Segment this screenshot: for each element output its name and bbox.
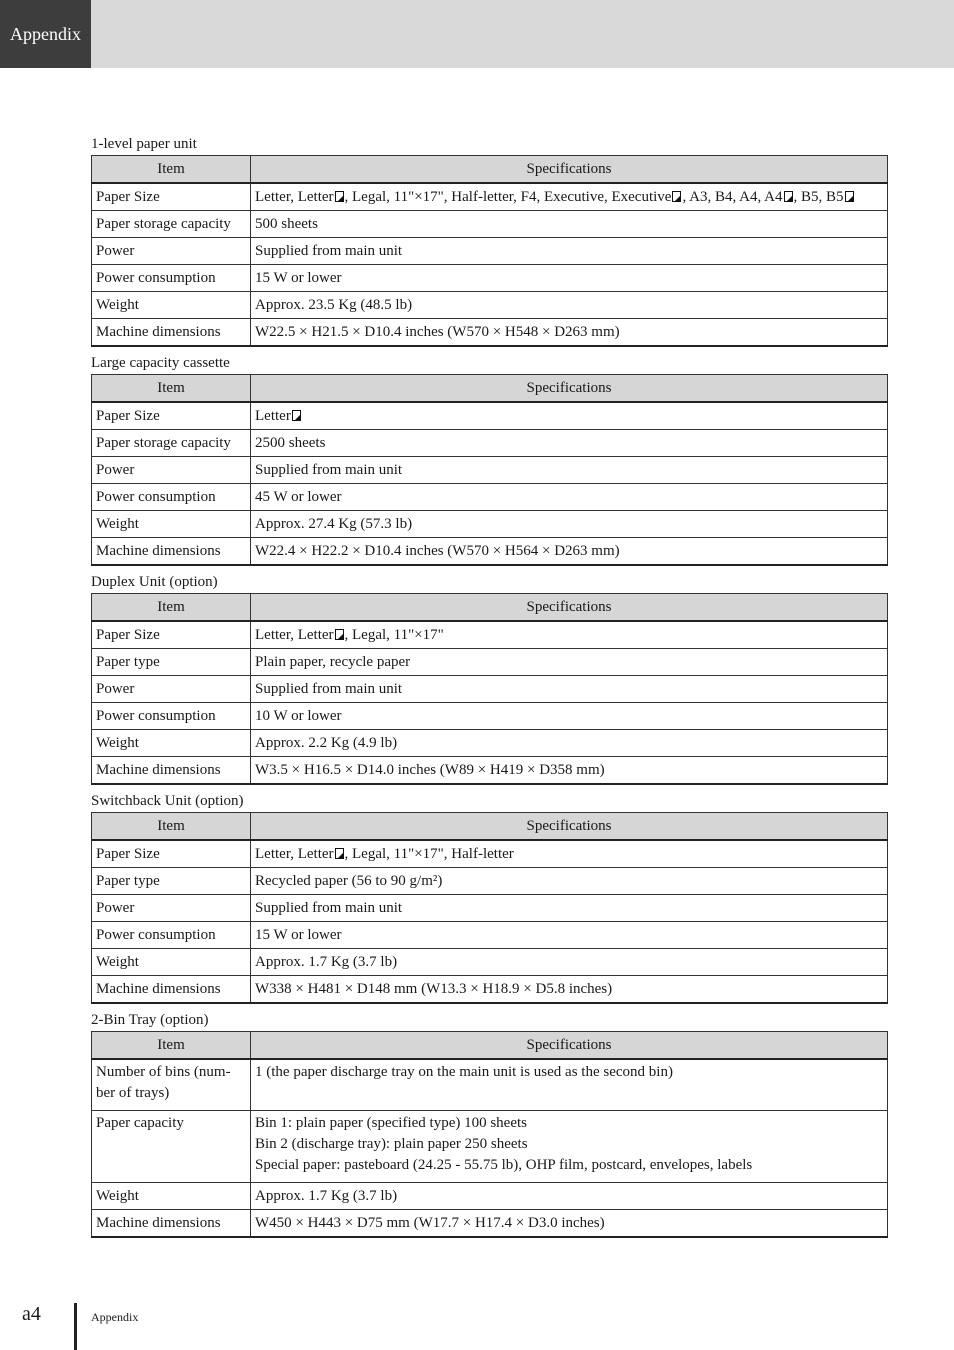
footer-section-label: Appendix xyxy=(91,1310,139,1324)
table-row xyxy=(92,402,888,430)
page-number: a4 xyxy=(22,1303,41,1325)
table-row xyxy=(92,319,888,347)
item-cell: Paper Size xyxy=(92,621,251,649)
table-row xyxy=(92,457,888,484)
item-cell: Paper type xyxy=(92,649,251,676)
specification-cell: Approx. 2.2 Kg (4.9 lb) xyxy=(251,730,888,757)
item-cell: Paper type xyxy=(92,868,251,895)
specification-cell: Recycled paper (56 to 90 g/m²) xyxy=(251,868,888,895)
table-row xyxy=(92,1210,888,1238)
specification-cell: 10 W or lower xyxy=(251,703,888,730)
table-row xyxy=(92,265,888,292)
paper-rotated-icon xyxy=(784,191,793,202)
item-cell: Paper Size xyxy=(92,402,251,430)
specification-cell: W22.4 × H22.2 × D10.4 inches (W570 × H564 × D263 mm) xyxy=(251,538,888,566)
table-row xyxy=(92,976,888,1004)
item-cell: Weight xyxy=(92,292,251,319)
table-row xyxy=(92,757,888,785)
paper-rotated-icon xyxy=(292,410,301,421)
table-row xyxy=(92,1111,888,1183)
paper-rotated-icon xyxy=(335,629,344,640)
specification-cell: Supplied from main unit xyxy=(251,238,888,265)
paper-rotated-icon xyxy=(335,848,344,859)
section-title: Switchback Unit (option) xyxy=(91,793,244,809)
specification-cell: Approx. 27.4 Kg (57.3 lb) xyxy=(251,511,888,538)
spec-table xyxy=(91,812,888,1004)
column-header-specifications: Specifications xyxy=(251,813,888,841)
item-cell: Power xyxy=(92,676,251,703)
table-header-row xyxy=(92,1032,888,1060)
specification-cell: W3.5 × H16.5 × D14.0 inches (W89 × H419 × D358 mm) xyxy=(251,757,888,785)
specification-cell: W338 × H481 × D148 mm (W13.3 × H18.9 × D5.8 inches) xyxy=(251,976,888,1004)
item-cell: Machine dimensions xyxy=(92,1210,251,1238)
specification-cell: 2500 sheets xyxy=(251,430,888,457)
specification-cell: Letter, Letter , Legal, 11"×17", Half-letter, F4, Executive, Executive , A3, B4, A4, A4 , B5, B5 xyxy=(251,183,888,211)
spec-table xyxy=(91,593,888,785)
spec-sections xyxy=(91,133,887,1243)
column-header-specifications: Specifications xyxy=(251,156,888,184)
column-header-item: Item xyxy=(92,375,251,403)
section-title: 2-Bin Tray (option) xyxy=(91,1012,209,1028)
item-cell: Power consumption xyxy=(92,703,251,730)
paper-rotated-icon xyxy=(335,191,344,202)
spec-table xyxy=(91,1031,888,1238)
footer-divider xyxy=(74,1303,77,1350)
specification-cell: Supplied from main unit xyxy=(251,676,888,703)
item-cell: Weight xyxy=(92,730,251,757)
table-row xyxy=(92,949,888,976)
specification-cell: Letter xyxy=(251,402,888,430)
table-row xyxy=(92,238,888,265)
item-cell: Number of bins (num- ber of trays) xyxy=(92,1059,251,1111)
item-cell: Paper capacity xyxy=(92,1111,251,1183)
specification-cell: Approx. 23.5 Kg (48.5 lb) xyxy=(251,292,888,319)
section-title: Large capacity cassette xyxy=(91,355,230,371)
specification-cell: Plain paper, recycle paper xyxy=(251,649,888,676)
header-section-tab: Appendix xyxy=(0,0,91,68)
table-row xyxy=(92,621,888,649)
table-row xyxy=(92,183,888,211)
table-row xyxy=(92,676,888,703)
item-cell: Power xyxy=(92,238,251,265)
column-header-item: Item xyxy=(92,1032,251,1060)
table-row xyxy=(92,730,888,757)
item-cell: Power xyxy=(92,457,251,484)
table-row xyxy=(92,922,888,949)
item-cell: Weight xyxy=(92,1183,251,1210)
item-cell: Machine dimensions xyxy=(92,538,251,566)
table-row xyxy=(92,211,888,238)
column-header-item: Item xyxy=(92,813,251,841)
item-cell: Paper storage capacity xyxy=(92,430,251,457)
spec-section xyxy=(91,1009,887,1238)
table-header-row xyxy=(92,375,888,403)
item-cell: Machine dimensions xyxy=(92,757,251,785)
table-row xyxy=(92,840,888,868)
spec-table xyxy=(91,374,888,566)
specification-cell: 15 W or lower xyxy=(251,922,888,949)
table-header-row xyxy=(92,813,888,841)
paper-rotated-icon xyxy=(672,191,681,202)
table-row xyxy=(92,703,888,730)
item-cell: Weight xyxy=(92,511,251,538)
column-header-item: Item xyxy=(92,594,251,622)
spec-table xyxy=(91,155,888,347)
specification-cell: Supplied from main unit xyxy=(251,457,888,484)
paper-rotated-icon xyxy=(845,191,854,202)
specification-cell: Bin 1: plain paper (specified type) 100 sheets Bin 2 (discharge tray): plain paper 250 sheets Special paper: pasteboard (24.25 - 55.75 lb), OHP film, postcard, envelopes, labels xyxy=(251,1111,888,1183)
specification-cell: Approx. 1.7 Kg (3.7 lb) xyxy=(251,949,888,976)
item-cell: Power consumption xyxy=(92,922,251,949)
item-cell: Power consumption xyxy=(92,265,251,292)
table-row xyxy=(92,430,888,457)
spec-section xyxy=(91,571,887,785)
table-row xyxy=(92,538,888,566)
specification-cell: W22.5 × H21.5 × D10.4 inches (W570 × H548 × D263 mm) xyxy=(251,319,888,347)
item-cell: Paper storage capacity xyxy=(92,211,251,238)
table-header-row xyxy=(92,156,888,184)
specification-cell: 45 W or lower xyxy=(251,484,888,511)
column-header-specifications: Specifications xyxy=(251,594,888,622)
item-cell: Paper Size xyxy=(92,183,251,211)
specification-cell: 1 (the paper discharge tray on the main unit is used as the second bin) xyxy=(251,1059,888,1111)
specification-cell: Letter, Letter , Legal, 11"×17" xyxy=(251,621,888,649)
table-row xyxy=(92,1183,888,1210)
specification-cell: Letter, Letter , Legal, 11"×17", Half-letter xyxy=(251,840,888,868)
specification-cell: Supplied from main unit xyxy=(251,895,888,922)
table-row xyxy=(92,868,888,895)
item-cell: Machine dimensions xyxy=(92,319,251,347)
table-header-row xyxy=(92,594,888,622)
section-title: Duplex Unit (option) xyxy=(91,574,218,590)
spec-section xyxy=(91,133,887,347)
spec-section xyxy=(91,352,887,566)
item-cell: Paper Size xyxy=(92,840,251,868)
table-row xyxy=(92,292,888,319)
section-title: 1-level paper unit xyxy=(91,136,197,152)
table-row xyxy=(92,1059,888,1111)
table-row xyxy=(92,649,888,676)
column-header-specifications: Specifications xyxy=(251,1032,888,1060)
table-row xyxy=(92,895,888,922)
column-header-item: Item xyxy=(92,156,251,184)
item-cell: Power xyxy=(92,895,251,922)
spec-section xyxy=(91,790,887,1004)
header-bar xyxy=(0,0,954,68)
table-row xyxy=(92,484,888,511)
item-cell: Power consumption xyxy=(92,484,251,511)
specification-cell: 15 W or lower xyxy=(251,265,888,292)
specification-cell: 500 sheets xyxy=(251,211,888,238)
item-cell: Weight xyxy=(92,949,251,976)
column-header-specifications: Specifications xyxy=(251,375,888,403)
table-row xyxy=(92,511,888,538)
specification-cell: W450 × H443 × D75 mm (W17.7 × H17.4 × D3.0 inches) xyxy=(251,1210,888,1238)
item-cell: Machine dimensions xyxy=(92,976,251,1004)
specification-cell: Approx. 1.7 Kg (3.7 lb) xyxy=(251,1183,888,1210)
